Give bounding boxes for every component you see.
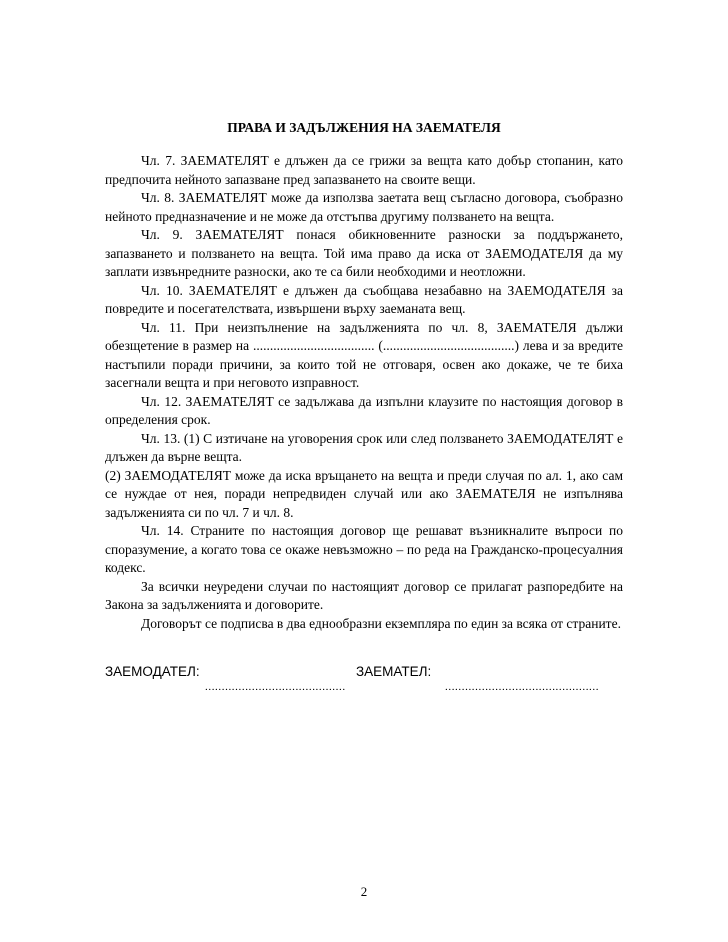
closing-provision: За всички неуредени случаи по настоящият договор се прилагат разпоредбите на Закона за задълженията и договорите. [105,578,623,612]
borrower-signature-label: ЗАЕМАТЕЛ: [356,664,432,679]
lender-signature-line: .......................................... [205,681,346,693]
article-14: Чл. 14. Страните по настоящия договор ще решават възникналите въпроси по споразумение, а когато това се окаже невъзможно – по реда на Гражданско-процесуалния кодекс. [105,523,623,575]
page-number: 2 [360,884,368,899]
article-8: Чл. 8. ЗАЕМАТЕЛЯТ може да използва заетата вещ съгласно договора, съобразно нейното предназначение и не може да отстъпва другиму ползването на вещта. [105,190,623,224]
article-13-paragraph-1: Чл. 13. (1) С изтичане на уговорения срок или след ползването ЗАЕМОДАТЕЛЯТ е длъжен да върне вещта. [105,430,623,464]
contract-body [105,152,623,633]
copies-clause: Договорът се подписва в два еднообразни екземпляра по един за всяка от страните. [141,615,621,631]
article-10: Чл. 10. ЗАЕМАТЕЛЯТ е длъжен да съобщава незабавно на ЗАЕМОДАТЕЛЯ за повредите и посегателствата, извършени върху заеманата вещ. [105,282,623,316]
section-heading: ПРАВА И ЗАДЪЛЖЕНИЯ НА ЗАЕМАТЕЛЯ [227,120,501,135]
article-11: Чл. 11. При неизпълнение на задълженията по чл. 8, ЗАЕМАТЕЛЯ дължи обезщетение в размер на .................................... (.......................................) лева и за вредите настъпили поради причини, за които той не отговаря, освен ако докаже, че те биха засегнали вещта и при неговото изправност. [105,319,623,390]
article-12: Чл. 12. ЗАЕМАТЕЛЯТ се задължава да изпълни клаузите по настоящия договор в определения срок. [105,393,623,427]
article-9: Чл. 9. ЗАЕМАТЕЛЯТ понася обикновенните разноски за поддържането, запазването и ползването на вещта. Той има право да иска от ЗАЕМОДАТЕЛЯ да му заплати извънредните разноски, ако те са били необходими и неотложни. [105,227,623,279]
article-13-paragraph-2: (2) ЗАЕМОДАТЕЛЯТ може да иска връщането на вещта и преди случая по ал. 1, ако сам се нуждае от нея, поради непредвиден случай или ако ЗАЕМАТЕЛЯ не изпълнява задълженията си по чл. 7 и чл. 8. [105,467,623,520]
article-7: Чл. 7. ЗАЕМАТЕЛЯТ е длъжен да се грижи за вещта като добър стопанин, като предпочита нейното запазване пред запазването на своите вещи. [105,153,623,187]
lender-signature-label: ЗАЕМОДАТЕЛ: [105,664,200,679]
borrower-signature-line: .............................................. [445,681,600,693]
